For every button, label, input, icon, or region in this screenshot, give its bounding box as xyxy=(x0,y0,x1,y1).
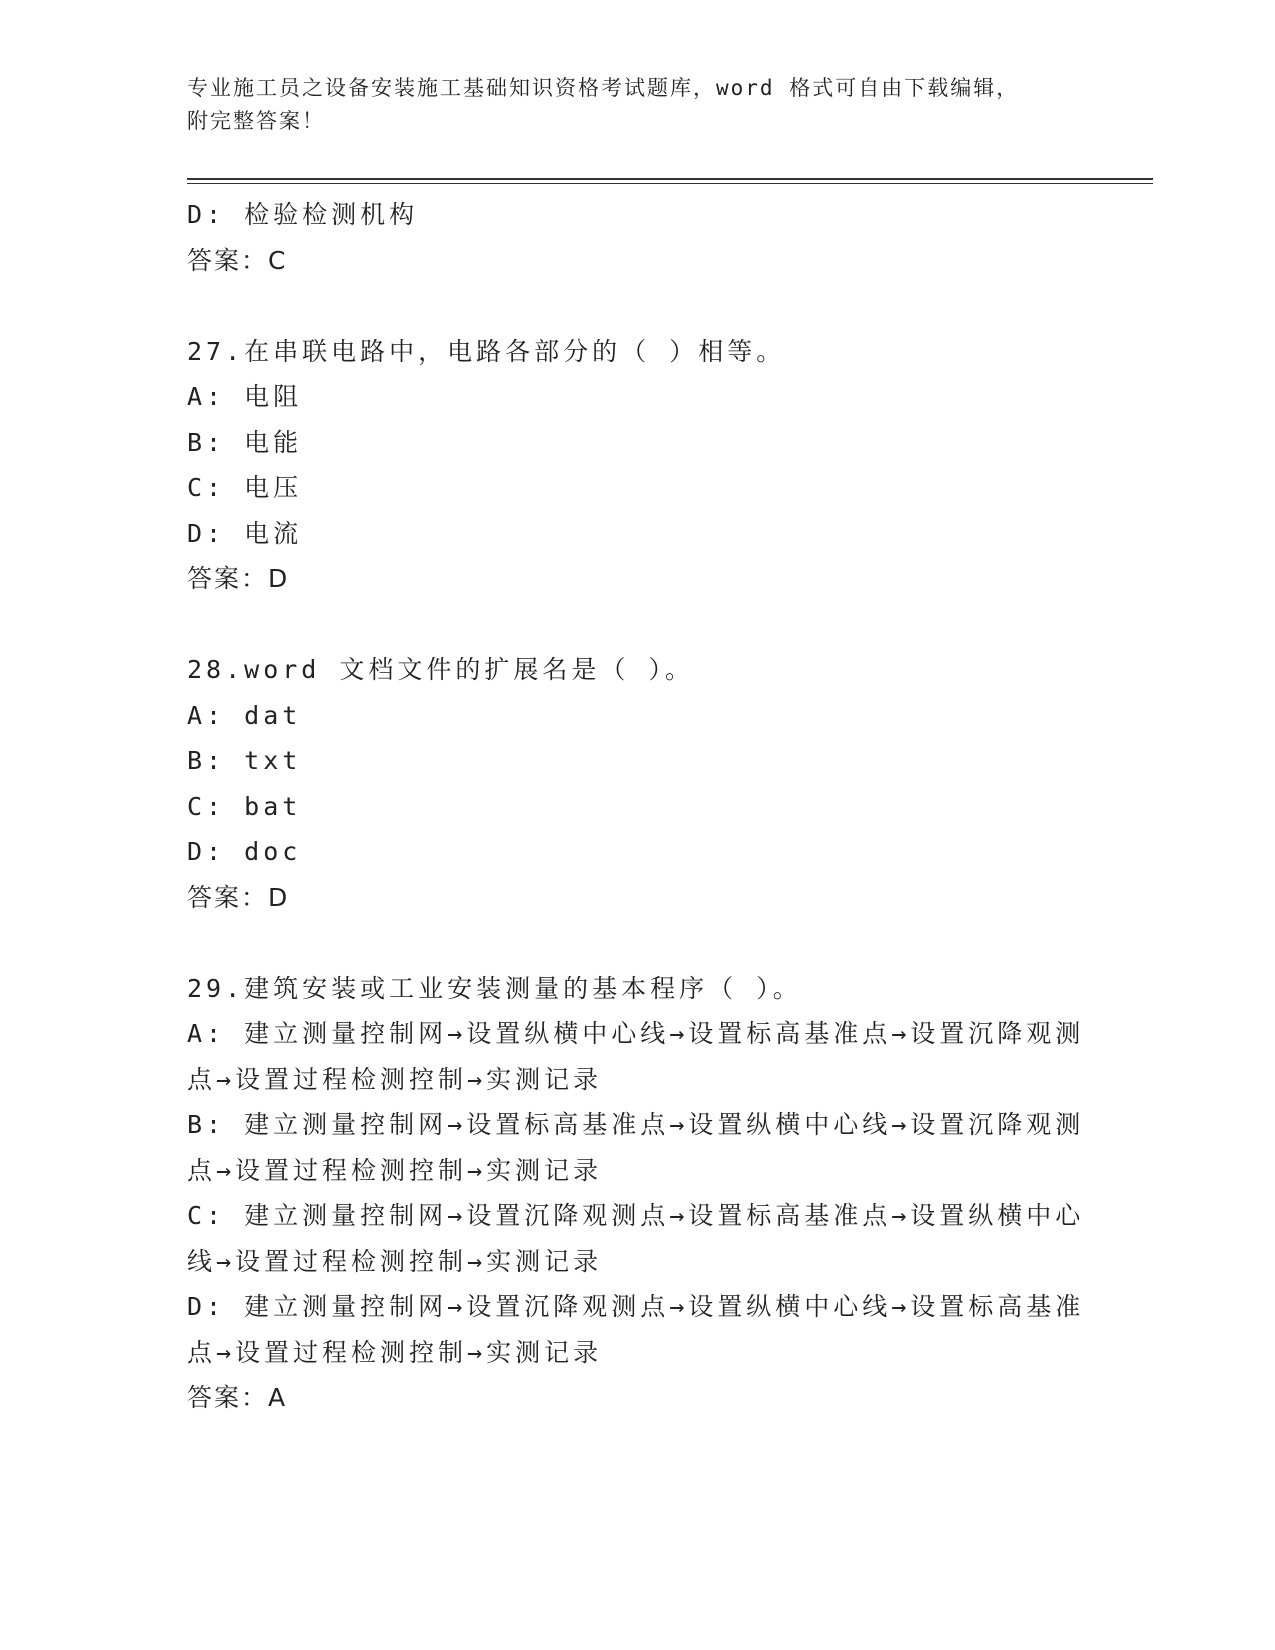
question-stem: 28.word 文档文件的扩展名是（ ）。 xyxy=(187,655,694,684)
answer-line: 答案：D xyxy=(187,882,290,912)
option-c: C: 电压 xyxy=(187,473,303,502)
option-d: D: 电流 xyxy=(187,518,303,548)
question-block-27 xyxy=(187,329,1087,602)
option-c: C: bat xyxy=(187,791,302,821)
header-line-2: 附完整答案！ xyxy=(187,109,325,133)
document-header xyxy=(187,72,1087,138)
option-a: A: 建立测量控制网→设置纵横中心线→设置标高基准点→设置沉降观测点→设置过程检测控制→实测记录 xyxy=(187,1019,1085,1094)
option-c: C: 建立测量控制网→设置沉降观测点→设置标高基准点→设置纵横中心线→设置过程检测控制→实测记录 xyxy=(187,1201,1085,1276)
spacer xyxy=(187,283,1087,329)
question-block-26 xyxy=(187,192,1087,283)
option-a: A: 电阻 xyxy=(187,382,303,411)
answer-line: 答案：A xyxy=(187,1383,288,1412)
question-list xyxy=(187,192,1087,1421)
answer-line: 答案：C xyxy=(187,245,288,275)
option-d: D: doc xyxy=(187,837,302,866)
option-b: B: 建立测量控制网→设置标高基准点→设置纵横中心线→设置沉降观测点→设置过程检测控制→实测记录 xyxy=(187,1110,1085,1185)
header-line-1: 专业施工员之设备安装施工基础知识资格考试题库，word 格式可自由下载编辑， xyxy=(187,76,1020,100)
header-divider xyxy=(187,178,1153,184)
option-d: D: 建立测量控制网→设置沉降观测点→设置纵横中心线→设置标高基准点→设置过程检测控制→实测记录 xyxy=(187,1292,1085,1367)
question-block-28 xyxy=(187,647,1087,920)
spacer xyxy=(187,920,1087,966)
option-b: B: 电能 xyxy=(187,427,303,457)
spacer xyxy=(187,602,1087,648)
option-a: A: dat xyxy=(187,700,302,730)
option-d: D: 检验检测机构 xyxy=(187,200,419,229)
option-b: B: txt xyxy=(187,746,302,775)
question-block-29 xyxy=(187,966,1087,1421)
question-stem: 27.在串联电路中，电路各部分的（ ）相等。 xyxy=(187,336,786,366)
question-stem: 29.建筑安装或工业安装测量的基本程序（ ）。 xyxy=(187,973,802,1003)
answer-line: 答案：D xyxy=(187,564,290,593)
